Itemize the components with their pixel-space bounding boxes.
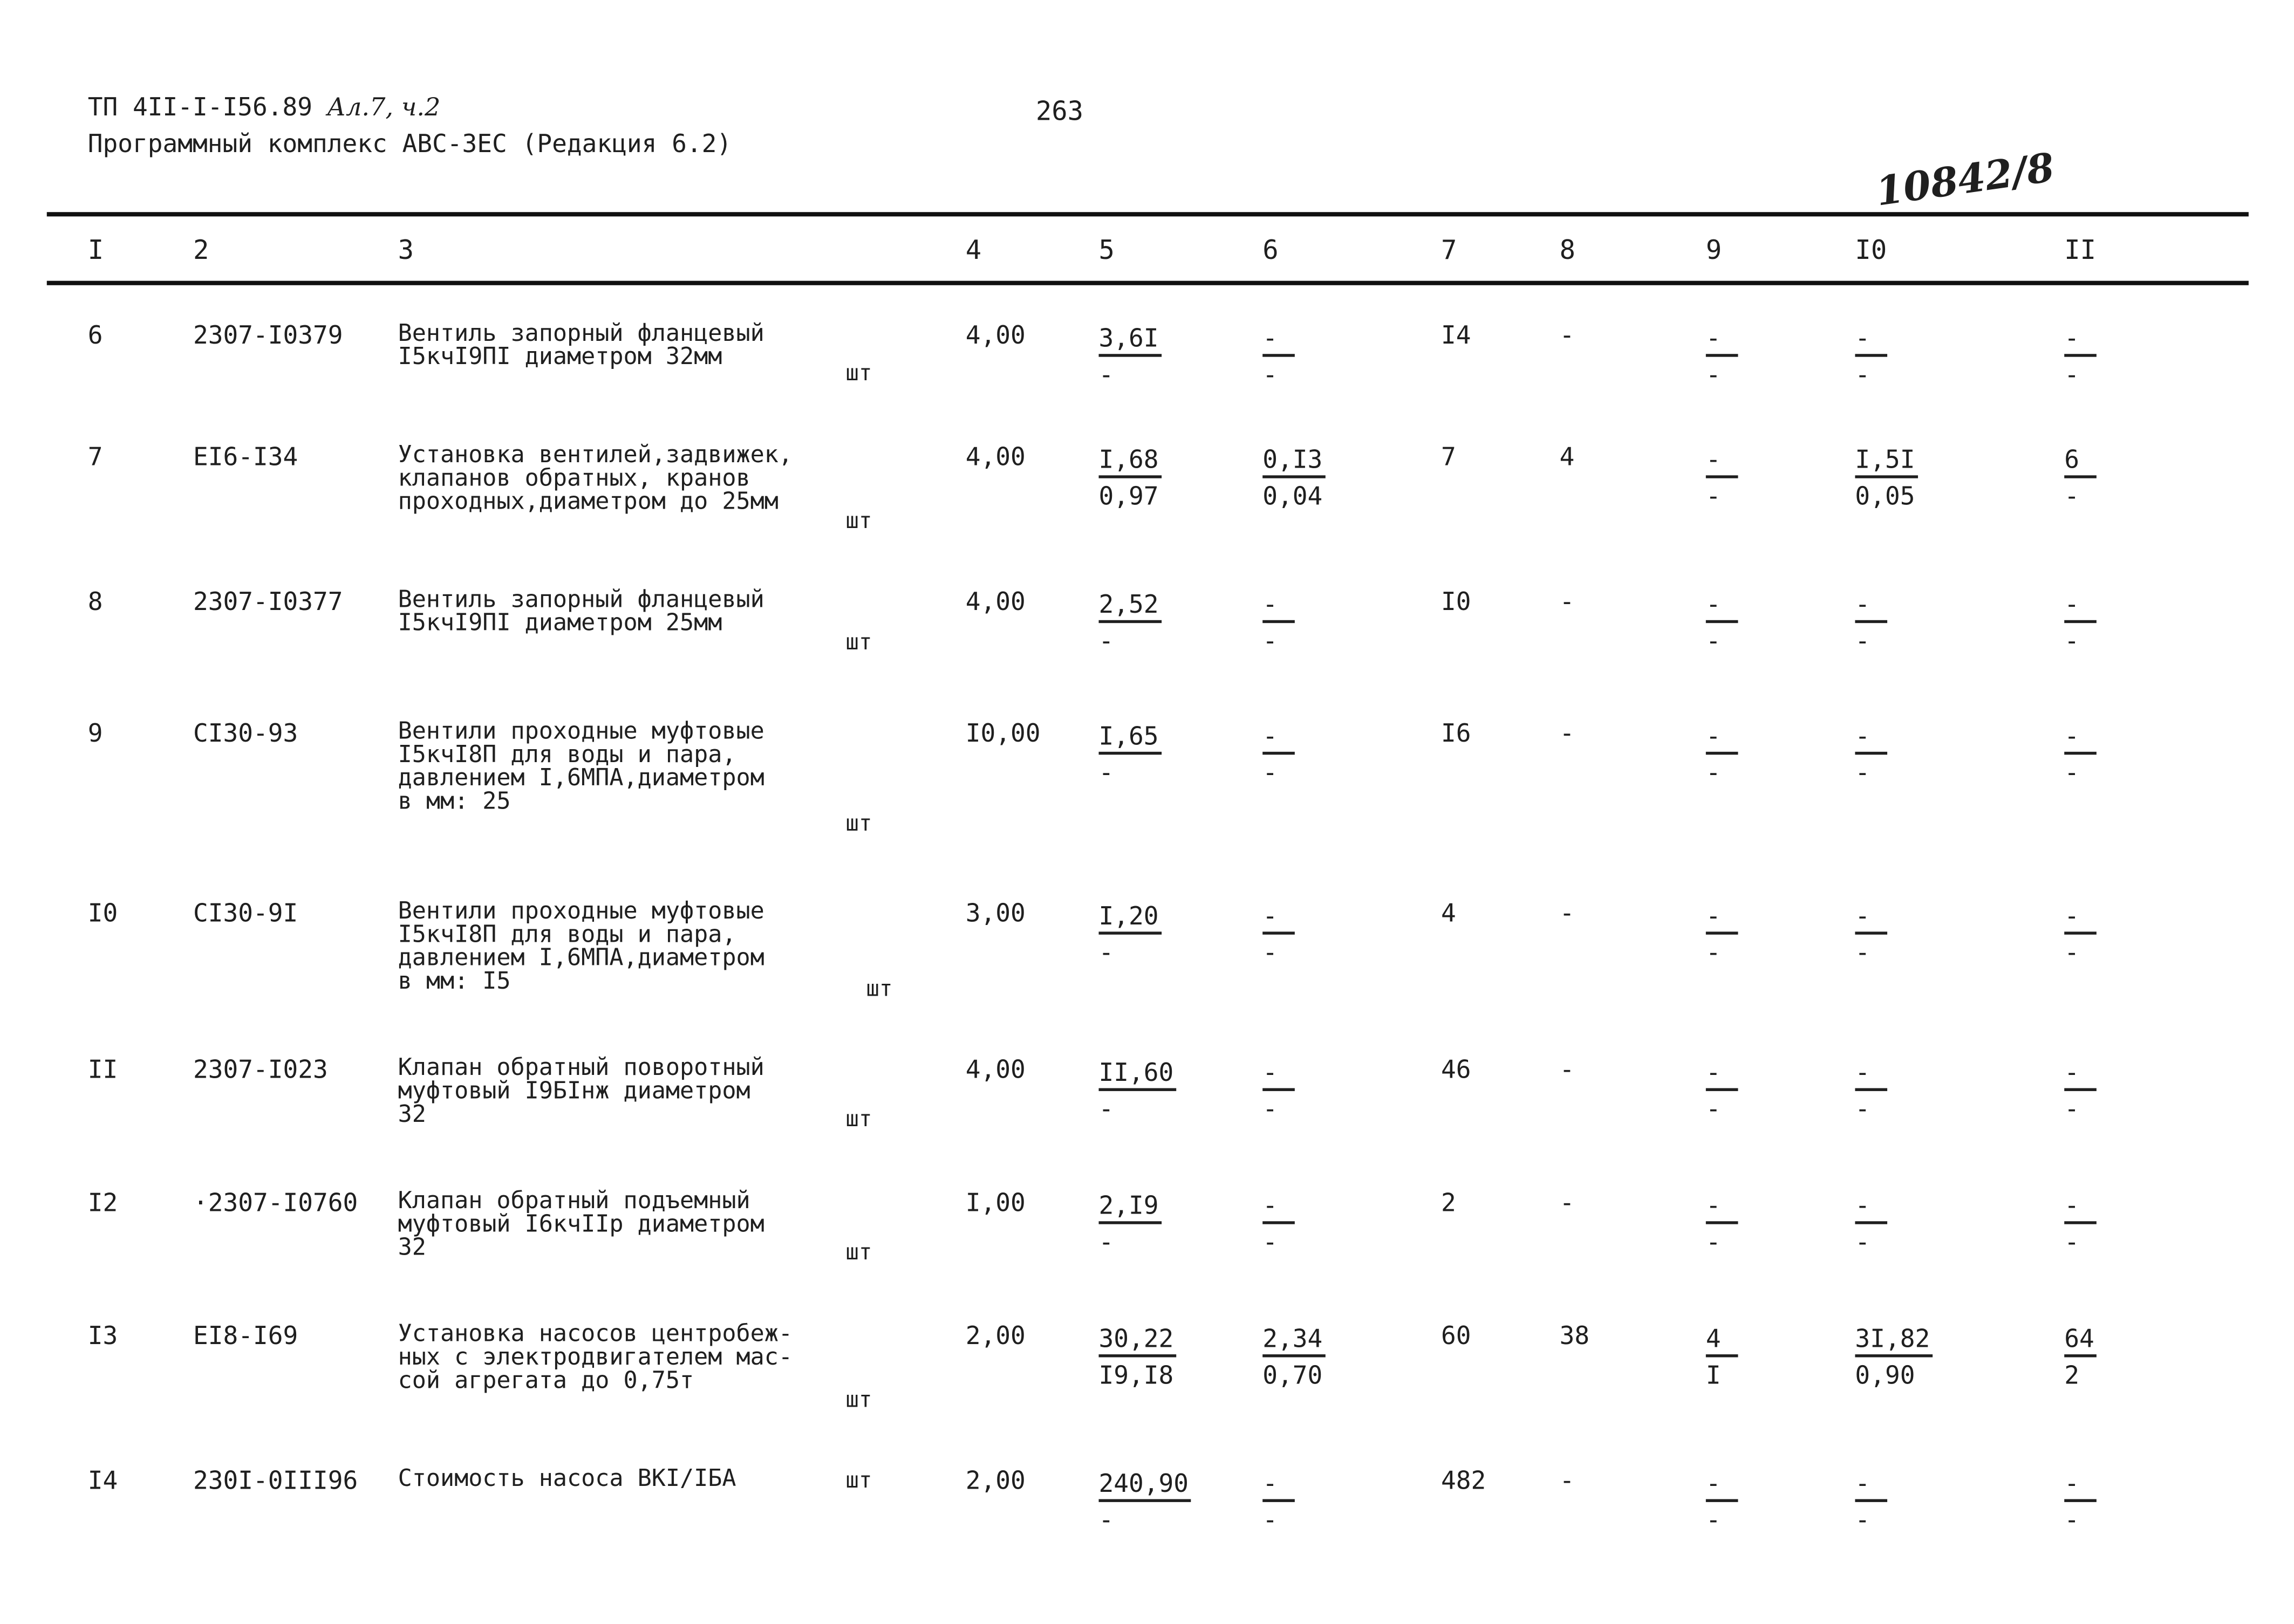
table-row bbox=[0, 585, 2294, 657]
col11-value-top: 6 bbox=[2064, 446, 2097, 478]
col7-value: 482 bbox=[1441, 1467, 1486, 1497]
col5-value-top: I,65 bbox=[1098, 723, 1161, 755]
col6-value bbox=[1262, 322, 1295, 395]
row-number: 9 bbox=[87, 720, 103, 749]
col5-value-top: I,68 bbox=[1098, 446, 1161, 478]
norm-code: CI30-93 bbox=[193, 720, 298, 749]
row-number: 7 bbox=[87, 443, 103, 472]
col11-value-top: - bbox=[2064, 325, 2097, 357]
col11-value-bottom: - bbox=[2064, 938, 2080, 969]
col10-value-bottom: - bbox=[1855, 759, 1870, 789]
col7-value: I0 bbox=[1441, 588, 1471, 618]
col5-value bbox=[1098, 1467, 1191, 1540]
col6-value-bottom: - bbox=[1262, 361, 1278, 391]
col6-value-top: - bbox=[1262, 1192, 1295, 1224]
column-header-1: I bbox=[87, 235, 104, 266]
col5-value-bottom: 0,97 bbox=[1098, 482, 1159, 512]
col9-value-bottom: - bbox=[1705, 627, 1721, 657]
col11-value bbox=[2064, 720, 2097, 793]
col6-value bbox=[1262, 1467, 1295, 1540]
col6-value-bottom: - bbox=[1262, 627, 1278, 657]
col11-value-bottom: - bbox=[2064, 1095, 2080, 1125]
col10-value-bottom: 0,05 bbox=[1855, 482, 1915, 512]
col6-value-bottom: 0,04 bbox=[1262, 482, 1323, 512]
col9-value bbox=[1706, 1189, 1738, 1263]
col6-value bbox=[1262, 900, 1295, 973]
unit-of-measure: шт bbox=[845, 507, 872, 534]
table-row bbox=[0, 1464, 2294, 1536]
col11-value-top: - bbox=[2064, 1470, 2097, 1502]
col9-value-top: - bbox=[1706, 723, 1738, 755]
col8-value: - bbox=[1559, 1189, 1575, 1218]
column-header-5: 5 bbox=[1098, 235, 1115, 266]
column-header-6: 6 bbox=[1262, 235, 1279, 266]
col10-value-top: - bbox=[1855, 325, 1887, 357]
quantity: 2,00 bbox=[965, 1322, 1026, 1352]
col11-value-top: - bbox=[2064, 1192, 2097, 1224]
quantity: I0,00 bbox=[965, 720, 1041, 749]
col8-value: 4 bbox=[1559, 443, 1575, 472]
col10-value-bottom: - bbox=[1855, 1228, 1870, 1258]
col7-value: I4 bbox=[1441, 321, 1471, 351]
col6-value-top: 2,34 bbox=[1262, 1325, 1325, 1358]
col10-value-top: - bbox=[1855, 723, 1887, 755]
work-description: Вентиль запорный фланцевый I5кчI9ПI диаметром 32мм bbox=[398, 319, 764, 371]
col6-value-bottom: - bbox=[1262, 1506, 1278, 1536]
col5-value-top: 2,52 bbox=[1098, 591, 1161, 623]
work-description: Вентиль запорный фланцевый I5кчI9ПI диаметром 25мм bbox=[398, 585, 764, 636]
unit-of-measure: шт bbox=[845, 1467, 872, 1493]
table-row bbox=[0, 716, 2294, 837]
col9-value bbox=[1706, 322, 1738, 395]
col9-value-bottom: - bbox=[1705, 938, 1721, 969]
col8-value: - bbox=[1559, 1467, 1575, 1497]
col9-value bbox=[1706, 443, 1738, 517]
handwritten-number: 10842/8 bbox=[1873, 146, 2058, 216]
col9-value-top: 4 bbox=[1706, 1325, 1738, 1358]
col10-value-bottom: - bbox=[1855, 361, 1870, 391]
col9-value-top: - bbox=[1706, 902, 1738, 935]
column-header-10: I0 bbox=[1855, 235, 1887, 266]
col5-value-top: II,60 bbox=[1098, 1059, 1176, 1091]
row-number: I4 bbox=[87, 1467, 118, 1497]
col11-value-bottom: 2 bbox=[2064, 1361, 2080, 1391]
table-top-rule bbox=[47, 212, 2249, 216]
column-header-3: 3 bbox=[398, 235, 414, 266]
page-number: 263 bbox=[1035, 96, 1084, 127]
col7-value: 7 bbox=[1441, 443, 1456, 472]
col8-value: - bbox=[1559, 588, 1575, 618]
row-number: 6 bbox=[87, 321, 103, 351]
quantity: 4,00 bbox=[965, 321, 1026, 351]
col11-value-top: - bbox=[2064, 723, 2097, 755]
work-description: Вентили проходные муфтовые I5кчI8П для воды и пара, давлением I,6МПА,диаметром в мм: I5 bbox=[398, 896, 764, 995]
col10-value-top: - bbox=[1855, 591, 1887, 623]
column-header-9: 9 bbox=[1705, 235, 1722, 266]
table-row bbox=[0, 1319, 2294, 1413]
col9-value bbox=[1706, 1056, 1738, 1129]
col9-value bbox=[1706, 1467, 1738, 1540]
col11-value bbox=[2064, 1189, 2097, 1263]
col7-value: 46 bbox=[1441, 1056, 1471, 1086]
col7-value: 2 bbox=[1441, 1189, 1456, 1218]
col6-value-bottom: 0,70 bbox=[1262, 1361, 1323, 1391]
unit-of-measure: шт bbox=[845, 1106, 872, 1132]
norm-code: 230I-0III96 bbox=[193, 1467, 358, 1497]
unit-of-measure: шт bbox=[845, 810, 872, 837]
col11-value-bottom: - bbox=[2064, 361, 2080, 391]
col11-value bbox=[2064, 1056, 2097, 1129]
col6-value-top: - bbox=[1262, 902, 1295, 935]
unit-of-measure: шт bbox=[845, 1386, 872, 1413]
col11-value-top: - bbox=[2064, 1059, 2097, 1091]
col6-value bbox=[1262, 588, 1295, 661]
col6-value bbox=[1262, 720, 1295, 793]
col6-value-top: - bbox=[1262, 1470, 1295, 1502]
quantity: 3,00 bbox=[965, 899, 1026, 929]
col6-value bbox=[1262, 1056, 1295, 1129]
col5-value bbox=[1098, 900, 1161, 973]
col11-value bbox=[2064, 443, 2097, 517]
work-description: Клапан обратный подъемный муфтовый I6кчIIр диаметром 32 bbox=[398, 1186, 764, 1261]
table-header-bottom-rule bbox=[47, 281, 2249, 285]
col7-value: 60 bbox=[1441, 1322, 1471, 1352]
col6-value-top: - bbox=[1262, 325, 1295, 357]
col5-value-top: 3,6I bbox=[1098, 325, 1161, 357]
work-description: Стоимость насоса BKI/IБА bbox=[398, 1464, 736, 1492]
column-header-11: II bbox=[2064, 235, 2097, 266]
col6-value-top: - bbox=[1262, 1059, 1295, 1091]
col5-value-bottom: - bbox=[1098, 1228, 1114, 1258]
col8-value: - bbox=[1559, 899, 1575, 929]
col6-value bbox=[1262, 1322, 1325, 1395]
row-number: II bbox=[87, 1056, 118, 1086]
norm-code: ·2307-I0760 bbox=[193, 1189, 358, 1218]
row-number: I2 bbox=[87, 1189, 118, 1218]
handwritten-annotation: Ал.7, ч.2 bbox=[327, 93, 441, 123]
col10-value-top: - bbox=[1855, 1470, 1887, 1502]
unit-of-measure: шт bbox=[845, 629, 872, 655]
col9-value-bottom: I bbox=[1705, 1361, 1721, 1391]
table-row bbox=[0, 319, 2294, 391]
norm-code: 2307-I0379 bbox=[193, 321, 343, 351]
col9-value-top: - bbox=[1706, 591, 1738, 623]
col11-value bbox=[2064, 900, 2097, 973]
row-number: 8 bbox=[87, 588, 103, 618]
col10-value-top: - bbox=[1855, 1192, 1887, 1224]
col10-value bbox=[1855, 443, 1917, 517]
col5-value bbox=[1098, 443, 1161, 517]
col11-value bbox=[2064, 1467, 2097, 1540]
col11-value-bottom: - bbox=[2064, 1228, 2080, 1258]
col9-value bbox=[1706, 900, 1738, 973]
col5-value-top: I,20 bbox=[1098, 902, 1161, 935]
table-row bbox=[0, 440, 2294, 534]
col5-value bbox=[1098, 720, 1161, 793]
col5-value-bottom: - bbox=[1098, 759, 1114, 789]
col5-value-top: 240,90 bbox=[1098, 1470, 1191, 1502]
col5-value-top: 2,I9 bbox=[1098, 1192, 1161, 1224]
col9-value-bottom: - bbox=[1705, 361, 1721, 391]
quantity: 2,00 bbox=[965, 1467, 1026, 1497]
work-description: Установка вентилей,задвижек, клапанов обратных, кранов проходных,диаметром до 25мм bbox=[398, 440, 793, 515]
col10-value-bottom: - bbox=[1855, 1095, 1870, 1125]
norm-code: 2307-I0377 bbox=[193, 588, 343, 618]
col7-value: I6 bbox=[1441, 720, 1471, 749]
col6-value-top: - bbox=[1262, 591, 1295, 623]
column-header-7: 7 bbox=[1441, 235, 1457, 266]
col11-value bbox=[2064, 322, 2097, 395]
col11-value-bottom: - bbox=[2064, 482, 2080, 512]
row-number: I0 bbox=[87, 899, 118, 929]
col10-value-bottom: - bbox=[1855, 1506, 1870, 1536]
col9-value bbox=[1706, 1322, 1738, 1395]
col6-value bbox=[1262, 443, 1325, 517]
col10-value-bottom: - bbox=[1855, 938, 1870, 969]
column-header-4: 4 bbox=[965, 235, 982, 266]
work-description: Клапан обратный поворотный муфтовый I9БIнж диаметром 32 bbox=[398, 1053, 764, 1128]
row-number: I3 bbox=[87, 1322, 118, 1352]
col11-value bbox=[2064, 588, 2097, 661]
col5-value-bottom: - bbox=[1098, 1506, 1114, 1536]
col10-value-top: 3I,82 bbox=[1855, 1325, 1933, 1358]
col6-value-bottom: - bbox=[1262, 1095, 1278, 1125]
col11-value-top: - bbox=[2064, 591, 2097, 623]
col6-value-bottom: - bbox=[1262, 938, 1278, 969]
document-code bbox=[88, 94, 441, 123]
col5-value-bottom: - bbox=[1098, 627, 1114, 657]
norm-code: EI6-I34 bbox=[193, 443, 298, 472]
norm-code: EI8-I69 bbox=[193, 1322, 298, 1352]
unit-of-measure: шт bbox=[866, 975, 893, 1002]
col9-value-bottom: - bbox=[1705, 1095, 1721, 1125]
col6-value bbox=[1262, 1189, 1295, 1263]
col9-value-bottom: - bbox=[1705, 759, 1721, 789]
col9-value-top: - bbox=[1706, 446, 1738, 478]
norm-code: CI30-9I bbox=[193, 899, 298, 929]
col8-value: - bbox=[1559, 1056, 1575, 1086]
col8-value: 38 bbox=[1559, 1322, 1590, 1352]
program-title: Программный комплекс АВС-3ЕС (Редакция 6.2) bbox=[87, 130, 732, 160]
col9-value-bottom: - bbox=[1705, 482, 1721, 512]
col10-value-bottom: - bbox=[1855, 627, 1870, 657]
col11-value-top: - bbox=[2064, 902, 2097, 935]
table-row bbox=[0, 1186, 2294, 1265]
col5-value bbox=[1098, 1322, 1176, 1395]
col10-value bbox=[1855, 1322, 1933, 1395]
col8-value: - bbox=[1559, 321, 1575, 351]
col9-value-bottom: - bbox=[1705, 1506, 1721, 1536]
col11-value bbox=[2064, 1322, 2097, 1395]
norm-code: 2307-I023 bbox=[193, 1056, 328, 1086]
col11-value-bottom: - bbox=[2064, 1506, 2080, 1536]
document-code-text: ТП 4II-I-I56.89 bbox=[87, 93, 313, 123]
column-header-2: 2 bbox=[193, 235, 209, 266]
col6-value-bottom: - bbox=[1262, 1228, 1278, 1258]
quantity: 4,00 bbox=[965, 1056, 1026, 1086]
quantity: 4,00 bbox=[965, 588, 1026, 618]
col11-value-bottom: - bbox=[2064, 759, 2080, 789]
column-header-8: 8 bbox=[1559, 235, 1576, 266]
col8-value: - bbox=[1559, 720, 1575, 749]
col5-value-bottom: - bbox=[1098, 1095, 1114, 1125]
work-description: Установка насосов центробеж- ных с электродвигателем мас- сой агрегата до 0,75т bbox=[398, 1319, 793, 1394]
col11-value-top: 64 bbox=[2064, 1325, 2097, 1358]
col9-value-top: - bbox=[1706, 1192, 1738, 1224]
col10-value-top: - bbox=[1855, 902, 1887, 935]
col10-value-top: I,5I bbox=[1855, 446, 1917, 478]
col6-value-top: - bbox=[1262, 723, 1295, 755]
col6-value-bottom: - bbox=[1262, 759, 1278, 789]
col10-value bbox=[1855, 1056, 1887, 1129]
col10-value bbox=[1855, 1467, 1887, 1540]
col10-value bbox=[1855, 720, 1887, 793]
col5-value-bottom: - bbox=[1098, 361, 1114, 391]
col11-value-bottom: - bbox=[2064, 627, 2080, 657]
col9-value-top: - bbox=[1706, 325, 1738, 357]
col9-value bbox=[1706, 720, 1738, 793]
col6-value-top: 0,I3 bbox=[1262, 446, 1325, 478]
col7-value: 4 bbox=[1441, 899, 1456, 929]
col10-value bbox=[1855, 588, 1887, 661]
col9-value-bottom: - bbox=[1705, 1228, 1721, 1258]
col5-value bbox=[1098, 1056, 1176, 1129]
col5-value bbox=[1098, 1189, 1161, 1263]
table-row bbox=[0, 896, 2294, 1002]
col10-value-top: - bbox=[1855, 1059, 1887, 1091]
unit-of-measure: шт bbox=[845, 360, 872, 386]
col5-value bbox=[1098, 588, 1161, 661]
col5-value-bottom: - bbox=[1098, 938, 1114, 969]
table-row bbox=[0, 1053, 2294, 1132]
col9-value-top: - bbox=[1706, 1059, 1738, 1091]
col9-value-top: - bbox=[1706, 1470, 1738, 1502]
work-description: Вентили проходные муфтовые I5кчI8П для воды и пара, давлением I,6МПА,диаметром в мм: 25 bbox=[398, 716, 764, 815]
col5-value bbox=[1098, 322, 1161, 395]
unit-of-measure: шт bbox=[845, 1238, 872, 1265]
col5-value-bottom: I9,I8 bbox=[1098, 1361, 1174, 1391]
col10-value bbox=[1855, 1189, 1887, 1263]
col10-value bbox=[1855, 322, 1887, 395]
col5-value-top: 30,22 bbox=[1098, 1325, 1176, 1358]
col10-value bbox=[1855, 900, 1887, 973]
quantity: 4,00 bbox=[965, 443, 1026, 472]
quantity: I,00 bbox=[965, 1189, 1026, 1218]
col9-value bbox=[1706, 588, 1738, 661]
col10-value-bottom: 0,90 bbox=[1855, 1361, 1915, 1391]
